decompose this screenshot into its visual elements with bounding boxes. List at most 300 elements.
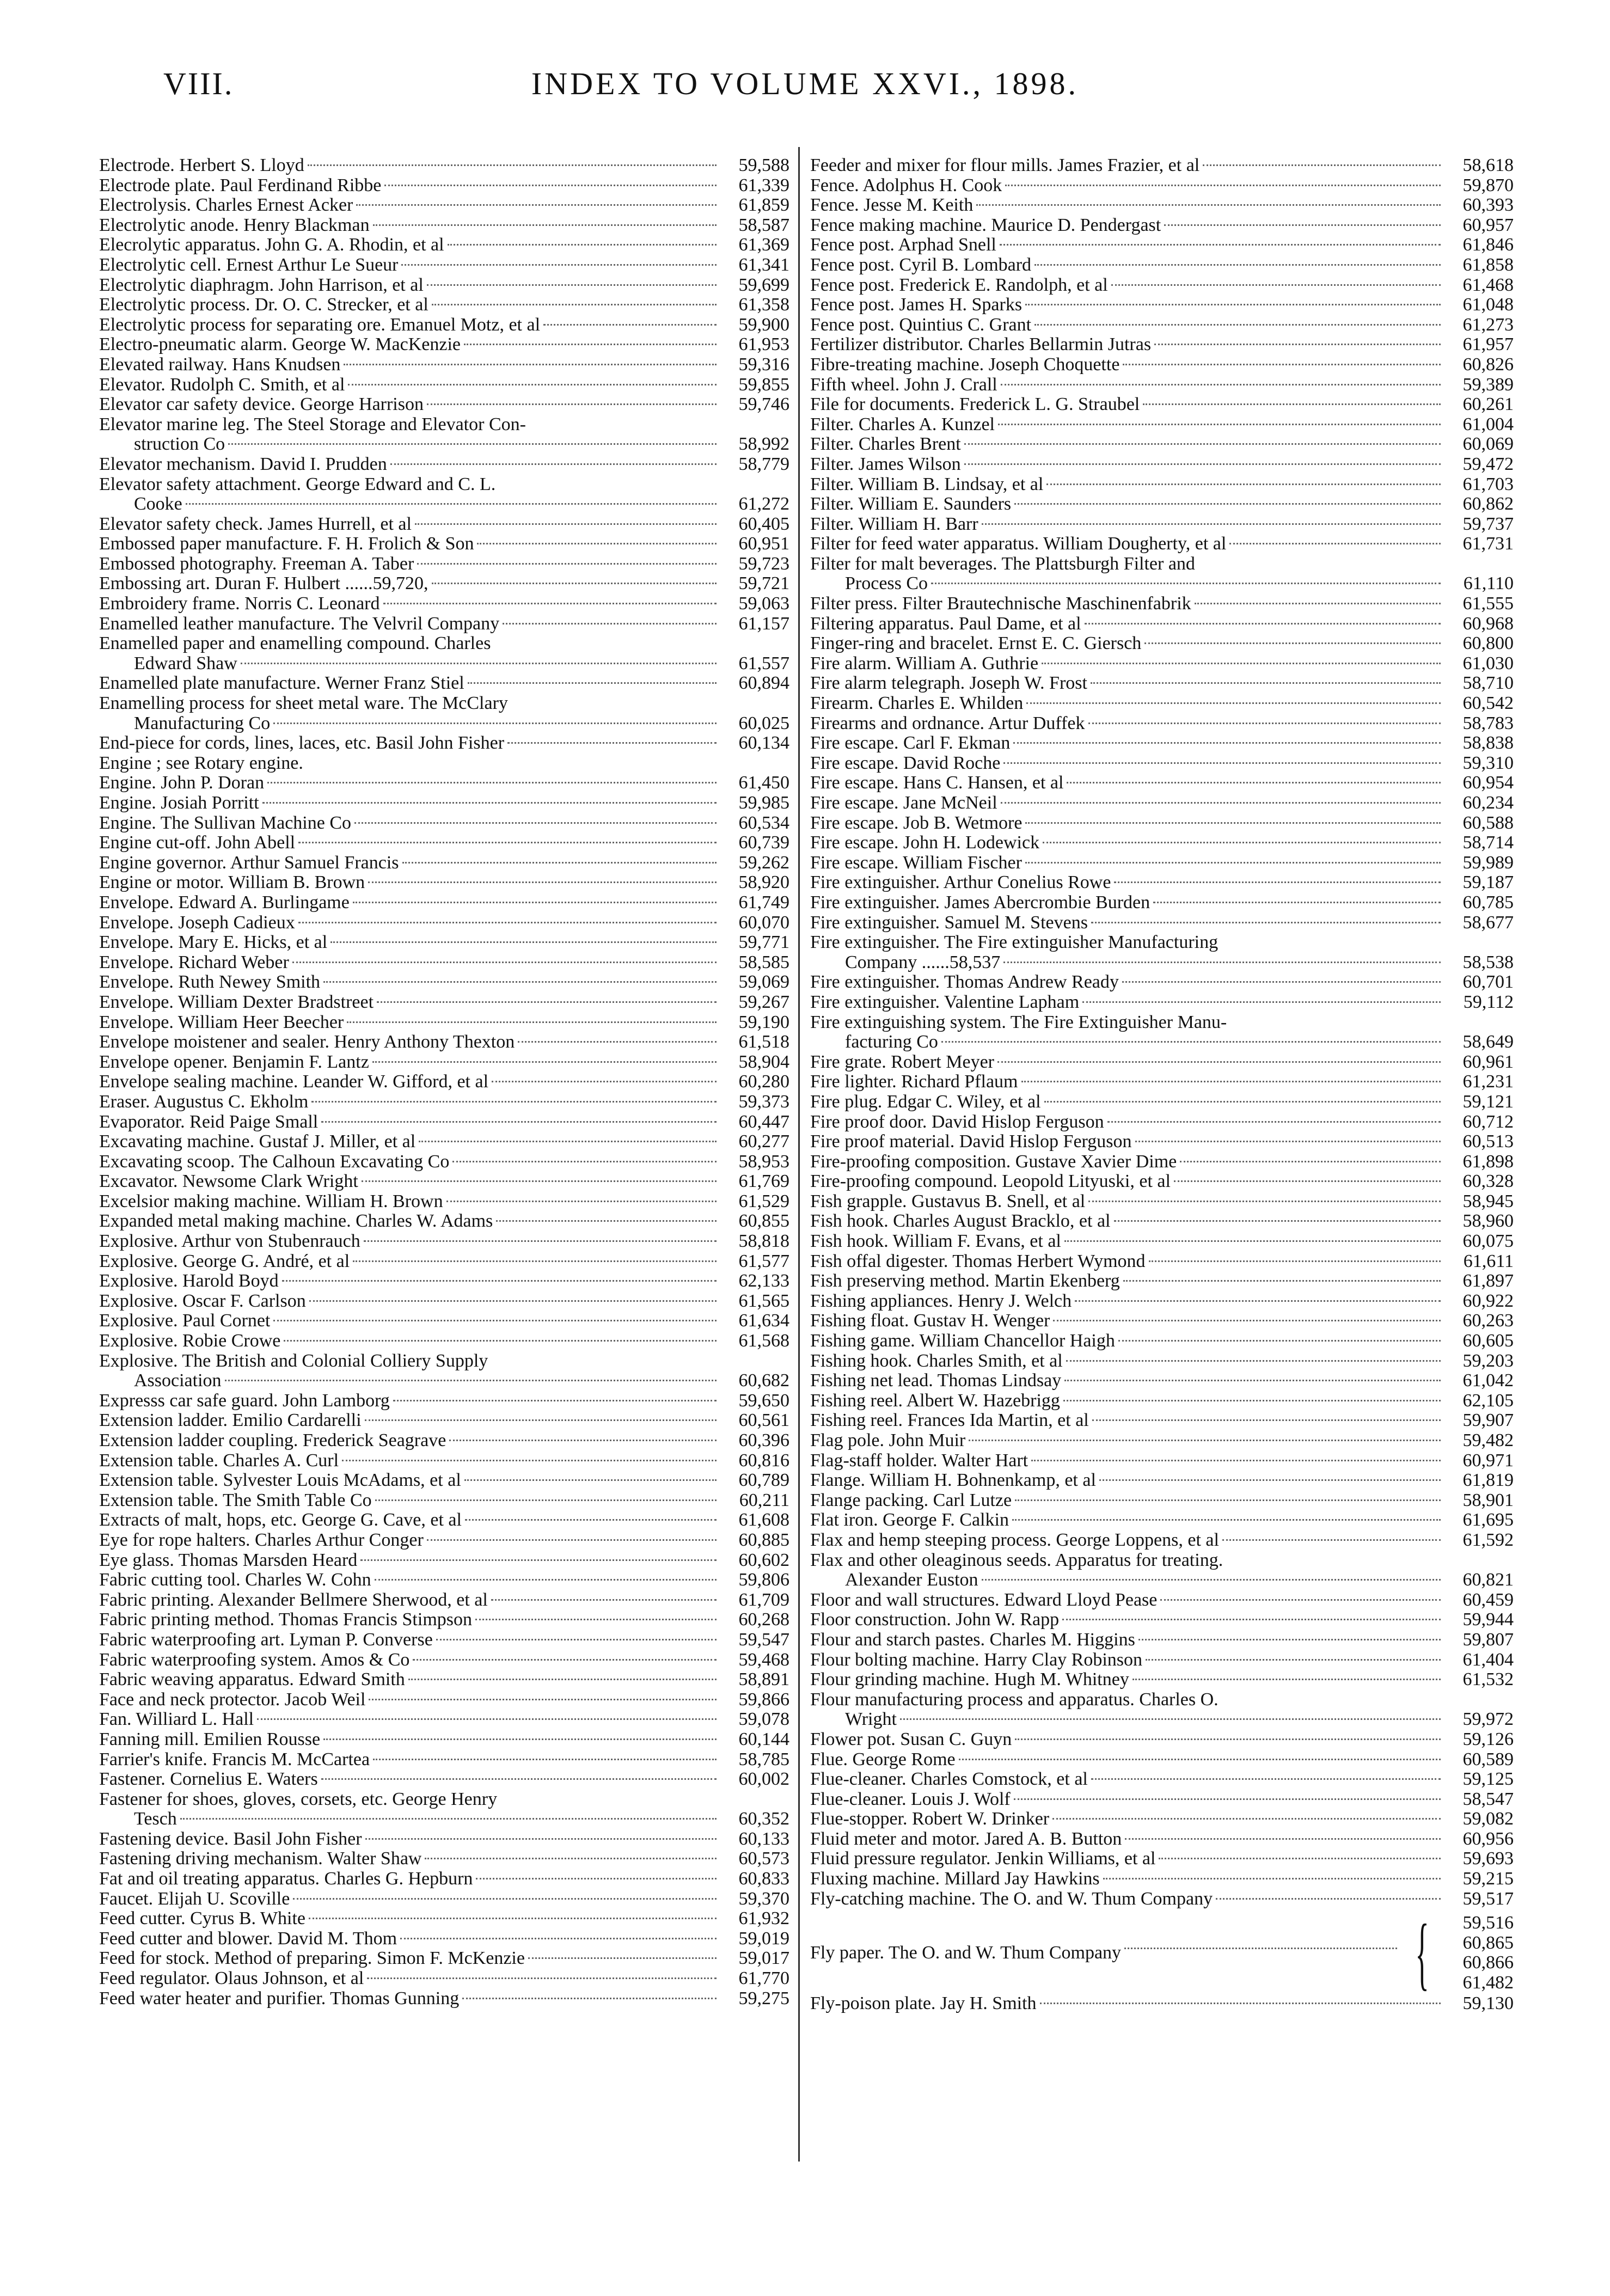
index-entry-line bbox=[810, 156, 1514, 176]
dot-leader bbox=[1001, 802, 1441, 804]
entry-text: Fire escape. David Roche bbox=[810, 753, 1001, 773]
entry-text: Fire extinguishing system. The Fire Extinguisher Manu- bbox=[810, 1012, 1227, 1032]
patent-number: 60,816 bbox=[738, 1450, 789, 1471]
index-entry-line bbox=[99, 395, 789, 415]
dot-leader bbox=[432, 583, 717, 584]
index-entry-line bbox=[810, 554, 1514, 574]
index-entry-line bbox=[99, 674, 789, 694]
entry-text: Fishing game. William Chancellor Haigh bbox=[810, 1331, 1115, 1351]
index-entry bbox=[810, 1072, 1514, 1092]
index-entry bbox=[99, 773, 789, 793]
entry-text: Explosive. Robie Crowe bbox=[99, 1331, 281, 1351]
patent-number: 61,110 bbox=[1463, 573, 1514, 594]
entry-text: Electro-pneumatic alarm. George W. MacKenzie bbox=[99, 335, 461, 355]
entry-text: Extension ladder. Emilio Cardarelli bbox=[99, 1411, 362, 1431]
patent-number: 61,358 bbox=[738, 295, 789, 315]
patent-number: 59,190 bbox=[738, 1012, 789, 1032]
entry-text: Excavator. Newsome Clark Wright bbox=[99, 1172, 358, 1192]
index-column-left bbox=[99, 156, 789, 2009]
index-entry bbox=[810, 972, 1514, 993]
dot-leader bbox=[377, 1001, 717, 1003]
index-entry bbox=[99, 1172, 789, 1192]
entry-text: Filter. Charles A. Kunzel bbox=[810, 414, 995, 434]
patent-number: 59,547 bbox=[738, 1629, 789, 1650]
entry-text: Fish hook. Charles August Bracklo, et al bbox=[810, 1211, 1111, 1232]
entry-text: Extension table. Charles A. Curl bbox=[99, 1450, 339, 1471]
dot-leader bbox=[308, 164, 717, 166]
index-entry-continuation bbox=[99, 714, 789, 734]
entry-text: Engine cut-off. John Abell bbox=[99, 833, 296, 853]
dot-leader bbox=[528, 1957, 717, 1959]
patent-number: 59,275 bbox=[738, 1988, 789, 2009]
index-entry-line bbox=[99, 1232, 789, 1252]
index-entry bbox=[99, 1132, 789, 1152]
patent-number: 59,019 bbox=[738, 1928, 789, 1949]
dot-leader bbox=[496, 1220, 717, 1222]
index-entry-line bbox=[99, 1451, 789, 1471]
patent-number-group bbox=[1444, 1913, 1514, 1993]
patent-number: 59,069 bbox=[738, 972, 789, 993]
entry-text: Fence post. Frederick E. Randolph, et al bbox=[810, 275, 1108, 295]
index-entry bbox=[810, 1431, 1514, 1451]
entry-text: Fastening device. Basil John Fisher bbox=[99, 1829, 362, 1849]
dot-leader bbox=[323, 981, 717, 983]
entry-text: Expanded metal making machine. Charles W. Adams bbox=[99, 1211, 493, 1232]
patent-number: 60,025 bbox=[738, 713, 789, 733]
index-entry-line bbox=[99, 355, 789, 375]
patent-number: 59,373 bbox=[738, 1091, 789, 1112]
index-entry-line bbox=[810, 275, 1514, 296]
dot-leader bbox=[1103, 1878, 1441, 1879]
patent-number: 61,048 bbox=[1462, 295, 1514, 315]
entry-text: Engine or motor. William B. Brown bbox=[99, 873, 365, 893]
index-entry bbox=[99, 1471, 789, 1491]
patent-number: 60,954 bbox=[1462, 773, 1514, 793]
entry-text: Elevated railway. Hans Knudsen bbox=[99, 354, 341, 375]
index-entry-line bbox=[99, 235, 789, 255]
entry-text: Flax and other oleaginous seeds. Apparatus for treating. bbox=[810, 1550, 1223, 1570]
dot-leader bbox=[356, 204, 717, 206]
index-entry-line bbox=[99, 694, 789, 714]
dot-leader bbox=[273, 1320, 717, 1321]
patent-number: 60,211 bbox=[739, 1490, 789, 1510]
index-entry bbox=[99, 1929, 789, 1949]
index-entry bbox=[810, 1172, 1514, 1192]
index-entry bbox=[99, 853, 789, 873]
index-column-right bbox=[810, 156, 1514, 2014]
index-entry bbox=[99, 614, 789, 634]
index-entry-line bbox=[99, 773, 789, 793]
index-entry bbox=[99, 694, 789, 733]
page-title: INDEX TO VOLUME XXVI., 1898. bbox=[531, 66, 1079, 101]
dot-leader bbox=[309, 1918, 717, 1919]
entry-text: Faucet. Elijah U. Scoville bbox=[99, 1889, 290, 1909]
index-entry-line bbox=[99, 972, 789, 993]
entry-text: Fish hook. William F. Evans, et al bbox=[810, 1232, 1061, 1252]
index-entry bbox=[99, 1730, 789, 1750]
dot-leader bbox=[365, 1419, 717, 1421]
entry-text: Excavating scoop. The Calhoun Excavating Co bbox=[99, 1152, 450, 1172]
index-entry-line bbox=[810, 475, 1514, 495]
patent-number: 59,082 bbox=[1462, 1809, 1514, 1829]
index-entry-line bbox=[810, 833, 1514, 853]
dot-leader bbox=[309, 1300, 717, 1302]
index-entry-line bbox=[99, 1989, 789, 2009]
entry-text: Fishing reel. Frances Ida Martin, et al bbox=[810, 1411, 1089, 1431]
patent-number: 59,267 bbox=[738, 991, 789, 1012]
dot-leader bbox=[1025, 862, 1441, 864]
brace: { bbox=[1415, 1908, 1429, 1999]
index-entry bbox=[810, 1889, 1514, 1909]
dot-leader bbox=[997, 1061, 1441, 1063]
index-entry bbox=[99, 1610, 789, 1630]
index-entry bbox=[810, 415, 1514, 435]
dot-leader bbox=[362, 1180, 717, 1182]
entry-text: Fabric printing. Alexander Bellmere Sherwood, et al bbox=[99, 1590, 488, 1610]
entry-text: Filtering apparatus. Paul Dame, et al bbox=[810, 614, 1081, 634]
dot-leader bbox=[931, 583, 1441, 584]
patent-number: 61,272 bbox=[738, 494, 789, 515]
dot-leader bbox=[982, 1579, 1441, 1581]
index-entry-line bbox=[810, 195, 1514, 216]
index-entry bbox=[810, 1829, 1514, 1850]
entry-continuation-text: Company ......58,537 bbox=[845, 952, 1001, 972]
index-entry-line bbox=[99, 554, 789, 574]
index-entry bbox=[810, 614, 1514, 634]
patent-number: 61,468 bbox=[1462, 274, 1514, 295]
index-entry bbox=[810, 1670, 1514, 1690]
index-entry-line bbox=[99, 1092, 789, 1112]
dot-leader bbox=[1042, 663, 1441, 664]
patent-number: 60,589 bbox=[1462, 1749, 1514, 1770]
entry-text: Fire proof door. David Hislop Ferguson bbox=[810, 1112, 1104, 1132]
index-entry bbox=[810, 1351, 1514, 1372]
patent-number: 59,262 bbox=[738, 852, 789, 873]
patent-number: 60,682 bbox=[738, 1370, 789, 1391]
patent-number: 59,389 bbox=[1462, 374, 1514, 395]
entry-text: Fishing net lead. Thomas Lindsay bbox=[810, 1371, 1062, 1391]
index-entry-line bbox=[99, 614, 789, 634]
entry-text: Embossing art. Duran F. Hulbert ......59,720, bbox=[99, 574, 428, 594]
index-entry-line bbox=[810, 733, 1514, 754]
dot-leader bbox=[448, 244, 717, 246]
index-entry-line bbox=[810, 913, 1514, 933]
index-entry bbox=[99, 195, 789, 216]
index-entry-line bbox=[99, 634, 789, 654]
index-entry-line bbox=[810, 1471, 1514, 1491]
index-entry bbox=[810, 1152, 1514, 1172]
index-entry-line bbox=[99, 1570, 789, 1590]
index-entry-line bbox=[99, 1271, 789, 1291]
entry-text: Floor construction. John W. Rapp bbox=[810, 1610, 1060, 1630]
dot-leader bbox=[383, 603, 717, 604]
dot-leader bbox=[1046, 483, 1441, 485]
dot-leader bbox=[1013, 742, 1441, 744]
patent-number: 60,866 bbox=[1462, 1952, 1514, 1973]
patent-number: 59,017 bbox=[738, 1948, 789, 1969]
index-entry bbox=[810, 1411, 1514, 1431]
entry-text: Fire grate. Robert Meyer bbox=[810, 1052, 994, 1072]
index-entry bbox=[810, 1311, 1514, 1331]
entry-text: Fence. Adolphus H. Cook bbox=[810, 175, 1002, 195]
entry-text: Envelope sealing machine. Leander W. Gifford, et al bbox=[99, 1072, 489, 1092]
index-entry-line bbox=[99, 1351, 789, 1372]
index-entry bbox=[99, 933, 789, 953]
entry-text: Fly paper. The O. and W. Thum Company bbox=[810, 1943, 1122, 1963]
index-entry bbox=[99, 873, 789, 893]
index-entry bbox=[810, 494, 1514, 515]
index-entry-line bbox=[810, 1630, 1514, 1650]
index-entry-line bbox=[99, 893, 789, 913]
index-entry-line bbox=[99, 873, 789, 893]
entry-text: Fire escape. William Fischer bbox=[810, 853, 1022, 873]
patent-number: 60,280 bbox=[738, 1072, 789, 1092]
patent-number: 60,885 bbox=[738, 1529, 789, 1550]
dot-leader bbox=[282, 1280, 717, 1282]
entry-text: Flour manufacturing process and apparatus. Charles O. bbox=[810, 1689, 1219, 1710]
dot-leader bbox=[1149, 1260, 1441, 1262]
dot-leader bbox=[432, 304, 717, 305]
dot-leader bbox=[1099, 1479, 1441, 1481]
dot-leader bbox=[415, 523, 717, 525]
index-entry-line bbox=[810, 1590, 1514, 1611]
entry-text: Fire escape. Hans C. Hansen, et al bbox=[810, 773, 1064, 793]
dot-leader bbox=[347, 1021, 717, 1023]
patent-number: 60,534 bbox=[738, 812, 789, 833]
dot-leader bbox=[241, 663, 717, 664]
entry-text: Filter. Charles Brent bbox=[810, 434, 961, 455]
index-entry bbox=[99, 1829, 789, 1850]
dot-leader bbox=[1164, 224, 1441, 226]
patent-number: 61,555 bbox=[1462, 593, 1514, 614]
entry-text: Expresss car safe guard. John Lamborg bbox=[99, 1391, 390, 1411]
index-entry bbox=[99, 1750, 789, 1770]
dot-leader bbox=[998, 424, 1441, 425]
index-entry bbox=[810, 933, 1514, 972]
index-entry-line bbox=[99, 335, 789, 355]
patent-number: 60,701 bbox=[1462, 972, 1514, 993]
patent-number: 58,710 bbox=[1462, 673, 1514, 694]
index-entry bbox=[99, 1351, 789, 1391]
patent-number: 60,261 bbox=[1462, 394, 1514, 415]
index-entry bbox=[99, 754, 789, 774]
index-entry-line bbox=[810, 993, 1514, 1013]
dot-leader bbox=[257, 1718, 717, 1720]
index-entry bbox=[99, 1889, 789, 1909]
index-entry bbox=[810, 1132, 1514, 1152]
index-entry-line bbox=[99, 813, 789, 834]
index-entry bbox=[810, 295, 1514, 315]
index-entry-line bbox=[810, 1829, 1514, 1850]
dot-leader bbox=[365, 1838, 717, 1840]
patent-number: 59,855 bbox=[738, 374, 789, 395]
patent-number: 58,945 bbox=[1462, 1191, 1514, 1211]
patent-number: 58,904 bbox=[738, 1051, 789, 1072]
dot-leader bbox=[1064, 1240, 1441, 1242]
index-entry-line bbox=[99, 733, 789, 754]
entry-text: Fence post. James H. Sparks bbox=[810, 295, 1023, 315]
patent-number: 61,273 bbox=[1462, 314, 1514, 335]
entry-text: Fanning mill. Emilien Rousse bbox=[99, 1729, 321, 1749]
patent-number: 60,968 bbox=[1462, 613, 1514, 634]
index-entry bbox=[99, 1252, 789, 1272]
index-entry bbox=[99, 1790, 789, 1829]
entry-text: Fluxing machine. Millard Jay Hawkins bbox=[810, 1869, 1100, 1889]
entry-text: Fly-poison plate. Jay H. Smith bbox=[810, 1994, 1037, 2014]
patent-number: 60,396 bbox=[738, 1430, 789, 1450]
index-entry-continuation bbox=[99, 494, 789, 515]
entry-text: Electrolytic process. Dr. O. C. Strecker, et al bbox=[99, 295, 428, 315]
entry-text: Fertilizer distributor. Charles Bellarmin Jutras bbox=[810, 335, 1152, 355]
dot-leader bbox=[1014, 503, 1441, 505]
entry-text: Explosive. George G. André, et al bbox=[99, 1251, 350, 1271]
column-divider bbox=[798, 147, 800, 2162]
dot-leader bbox=[1066, 1360, 1441, 1362]
index-entry bbox=[99, 475, 789, 515]
dot-leader bbox=[1025, 822, 1441, 824]
index-entry bbox=[810, 1770, 1514, 1790]
entry-text: Flag pole. John Muir bbox=[810, 1431, 966, 1450]
patent-number: 61,634 bbox=[738, 1311, 789, 1331]
dot-leader bbox=[1195, 603, 1441, 604]
index-entry-line bbox=[99, 1969, 789, 1989]
dot-leader bbox=[353, 902, 717, 903]
entry-text: Fan. Williard L. Hall bbox=[99, 1710, 254, 1730]
patent-number: 60,352 bbox=[738, 1809, 789, 1829]
entry-text: Electrode. Herbert S. Lloyd bbox=[99, 156, 304, 175]
dot-leader bbox=[503, 623, 717, 624]
index-entry-line bbox=[99, 1491, 789, 1511]
patent-number: 60,133 bbox=[738, 1828, 789, 1849]
patent-number: 60,459 bbox=[1462, 1589, 1514, 1610]
page-number: VIII. bbox=[163, 66, 234, 101]
patent-number: 60,393 bbox=[1462, 195, 1514, 216]
entry-text: Firearm. Charles E. Whilden bbox=[810, 694, 1024, 714]
entry-text: Flag-staff holder. Walter Hart bbox=[810, 1450, 1029, 1471]
entry-text: Eye glass. Thomas Marsden Heard bbox=[99, 1550, 358, 1570]
entry-text: Electrolytic anode. Henry Blackman bbox=[99, 215, 370, 235]
patent-number: 60,961 bbox=[1462, 1051, 1514, 1072]
dot-leader bbox=[373, 224, 717, 226]
index-entry-line bbox=[810, 1291, 1514, 1312]
patent-number: 60,405 bbox=[738, 513, 789, 534]
index-entry bbox=[810, 1451, 1514, 1471]
index-entry bbox=[810, 773, 1514, 793]
index-entry-line bbox=[810, 1849, 1514, 1869]
index-entry-line bbox=[99, 993, 789, 1013]
entry-text: Fence. Jesse M. Keith bbox=[810, 195, 974, 216]
index-entry-line bbox=[99, 933, 789, 953]
index-entry-line bbox=[810, 216, 1514, 236]
index-entry-line bbox=[810, 455, 1514, 475]
dot-leader bbox=[1160, 1599, 1441, 1601]
patent-number: 60,002 bbox=[738, 1769, 789, 1790]
index-entry-line bbox=[810, 1331, 1514, 1351]
entry-text: Fishing float. Gustav H. Wenger bbox=[810, 1311, 1050, 1331]
index-entry bbox=[810, 1630, 1514, 1650]
entry-text: Fire escape. John H. Lodewick bbox=[810, 833, 1040, 853]
entry-text: Fence post. Quintius C. Grant bbox=[810, 315, 1032, 335]
patent-number: 60,922 bbox=[1462, 1290, 1514, 1311]
index-entry-line bbox=[810, 1491, 1514, 1511]
index-entry bbox=[99, 335, 789, 355]
dot-leader bbox=[321, 1121, 717, 1123]
index-entry-line bbox=[99, 275, 789, 296]
patent-number: 60,542 bbox=[1462, 693, 1514, 714]
dot-leader bbox=[372, 1061, 717, 1063]
index-entry bbox=[99, 1092, 789, 1112]
index-entry bbox=[99, 1431, 789, 1451]
dot-leader bbox=[1111, 284, 1441, 286]
patent-number: 60,070 bbox=[738, 912, 789, 933]
dot-leader bbox=[186, 503, 717, 505]
patent-number: 61,157 bbox=[738, 613, 789, 634]
patent-number: 61,592 bbox=[1462, 1529, 1514, 1550]
entry-text: Fluid pressure regulator. Jenkin Williams, et al bbox=[810, 1849, 1156, 1869]
patent-number: 59,989 bbox=[1462, 852, 1514, 873]
index-entry bbox=[99, 1650, 789, 1670]
entry-text: Engine governor. Arthur Samuel Francis bbox=[99, 853, 399, 873]
index-entry-line bbox=[810, 1790, 1514, 1810]
index-entry bbox=[99, 1152, 789, 1172]
index-entry-line bbox=[810, 1092, 1514, 1112]
index-entry-continuation bbox=[810, 1570, 1514, 1590]
patent-number: 59,870 bbox=[1462, 175, 1514, 195]
patent-number: 61,557 bbox=[738, 653, 789, 674]
index-entry-line bbox=[810, 813, 1514, 834]
dot-leader bbox=[344, 364, 717, 365]
entry-continuation-text: Edward Shaw bbox=[134, 653, 237, 674]
index-entry bbox=[99, 1052, 789, 1073]
index-entry-line bbox=[99, 1849, 789, 1869]
dot-leader bbox=[449, 1440, 717, 1441]
index-entry bbox=[99, 1192, 789, 1212]
dot-leader bbox=[367, 1977, 717, 1979]
patent-number: 59,112 bbox=[1463, 991, 1514, 1012]
dot-leader bbox=[1034, 324, 1441, 326]
entry-text: Elevator safety check. James Hurrell, et al bbox=[99, 514, 412, 534]
index-entry bbox=[810, 1291, 1514, 1312]
dot-leader bbox=[1025, 304, 1441, 305]
index-entry-line bbox=[99, 1650, 789, 1670]
dot-leader bbox=[436, 1639, 717, 1640]
index-entry bbox=[99, 913, 789, 933]
patent-number: 59,310 bbox=[1462, 752, 1514, 773]
index-entry-line bbox=[810, 1670, 1514, 1690]
index-entry-line bbox=[810, 375, 1514, 395]
dot-leader bbox=[311, 1101, 717, 1103]
index-entry bbox=[810, 833, 1514, 853]
patent-number: 60,951 bbox=[738, 534, 789, 554]
index-entry-line bbox=[810, 714, 1514, 734]
entry-text: Fire extinguisher. The Fire extinguisher Manufacturing bbox=[810, 932, 1219, 953]
index-entry bbox=[810, 1551, 1514, 1590]
patent-number: 59,130 bbox=[1462, 1993, 1514, 2014]
entry-text: Envelope. Richard Weber bbox=[99, 952, 289, 972]
dot-leader bbox=[964, 463, 1441, 465]
entry-text: Fabric waterproofing system. Amos & Co bbox=[99, 1650, 410, 1670]
patent-number: 59,746 bbox=[738, 394, 789, 415]
index-entry-continuation bbox=[99, 1371, 789, 1391]
entry-text: Envelope opener. Benjamin F. Lantz bbox=[99, 1052, 369, 1072]
patent-number: 61,518 bbox=[738, 1032, 789, 1052]
index-entry-line bbox=[810, 1431, 1514, 1451]
index-entry-line bbox=[810, 1994, 1514, 2014]
entry-text: Fabric weaving apparatus. Edward Smith bbox=[99, 1670, 405, 1690]
index-entry bbox=[99, 1590, 789, 1611]
dot-leader bbox=[298, 842, 717, 843]
entry-text: Excavating machine. Gustaf J. Miller, et al bbox=[99, 1132, 416, 1152]
